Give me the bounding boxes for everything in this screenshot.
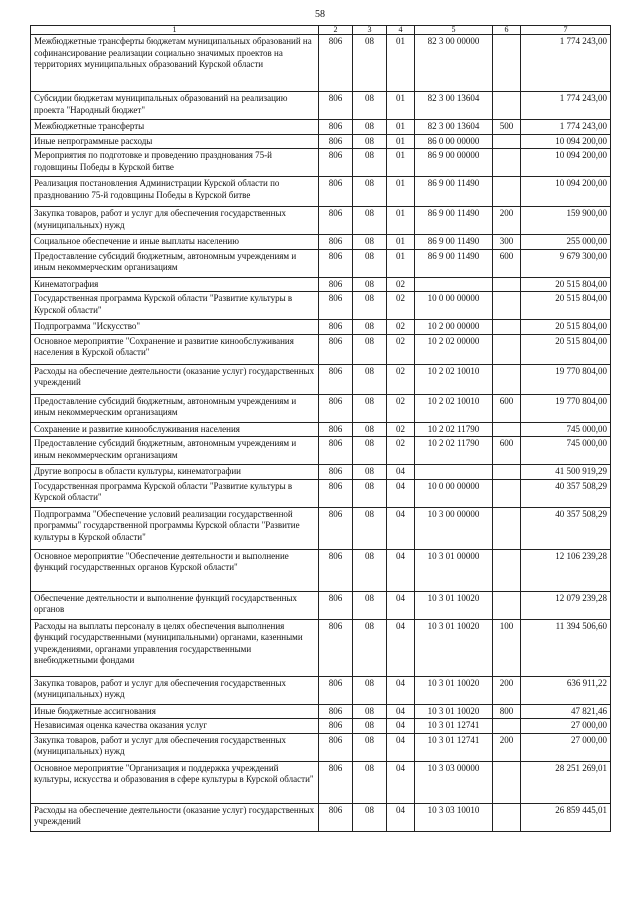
table-row	[31, 422, 611, 437]
target-article-cell: 10 3 01 10020	[415, 619, 493, 676]
subsection-code-cell: 02	[387, 292, 415, 320]
header-cell: 7	[521, 26, 611, 35]
section-code-cell: 08	[353, 704, 387, 719]
amount-cell: 41 500 919,29	[521, 465, 611, 480]
expense-name-cell: Субсидии бюджетам муниципальных образований на реализацию проекта "Народный бюджет"	[31, 92, 319, 120]
table-row	[31, 134, 611, 149]
ministry-code-cell: 806	[319, 120, 353, 135]
expense-name-cell: Межбюджетные трансферты бюджетам муниципальных образований на софинансирование реализации социально значимых проектов на территориях муниципальных образований Курской области	[31, 35, 319, 92]
amount-cell: 20 515 804,00	[521, 320, 611, 335]
subsection-code-cell: 01	[387, 235, 415, 250]
section-code-cell: 08	[353, 334, 387, 364]
amount-cell: 745 000,00	[521, 437, 611, 465]
amount-cell: 255 000,00	[521, 235, 611, 250]
expense-type-cell	[493, 35, 521, 92]
expense-name-cell: Расходы на обеспечение деятельности (оказание услуг) государственных учреждений	[31, 364, 319, 394]
page-number: 58	[315, 9, 325, 20]
table-row	[31, 761, 611, 803]
table-row	[31, 207, 611, 235]
ministry-code-cell: 806	[319, 704, 353, 719]
expense-type-cell	[493, 292, 521, 320]
expense-type-cell	[493, 761, 521, 803]
subsection-code-cell: 02	[387, 277, 415, 292]
amount-cell: 159 900,00	[521, 207, 611, 235]
ministry-code-cell: 806	[319, 320, 353, 335]
header-cell: 2	[319, 26, 353, 35]
amount-cell: 636 911,22	[521, 676, 611, 704]
ministry-code-cell: 806	[319, 134, 353, 149]
target-article-cell: 86 9 00 00000	[415, 149, 493, 177]
target-article-cell: 10 2 02 10010	[415, 364, 493, 394]
target-article-cell: 10 0 00 00000	[415, 292, 493, 320]
ministry-code-cell: 806	[319, 803, 353, 831]
expense-type-cell: 800	[493, 704, 521, 719]
amount-cell: 10 094 200,00	[521, 134, 611, 149]
expense-name-cell: Основное мероприятие "Сохранение и развитие кинообслуживания населения в Курской области"	[31, 334, 319, 364]
target-article-cell: 10 3 00 00000	[415, 507, 493, 549]
target-article-cell	[415, 465, 493, 480]
subsection-code-cell: 04	[387, 619, 415, 676]
amount-cell: 1 774 243,00	[521, 92, 611, 120]
section-code-cell: 08	[353, 422, 387, 437]
expense-type-cell: 500	[493, 120, 521, 135]
table-row	[31, 320, 611, 335]
target-article-cell: 10 3 01 12741	[415, 733, 493, 761]
ministry-code-cell: 806	[319, 364, 353, 394]
expense-name-cell: Иные бюджетные ассигнования	[31, 704, 319, 719]
amount-cell: 1 774 243,00	[521, 120, 611, 135]
section-code-cell: 08	[353, 149, 387, 177]
subsection-code-cell: 02	[387, 364, 415, 394]
ministry-code-cell: 806	[319, 149, 353, 177]
expense-type-cell	[493, 549, 521, 591]
expense-type-cell	[493, 507, 521, 549]
target-article-cell: 86 9 00 11490	[415, 249, 493, 277]
table-row	[31, 120, 611, 135]
header-cell: 3	[353, 26, 387, 35]
subsection-code-cell: 04	[387, 803, 415, 831]
target-article-cell: 10 2 00 00000	[415, 320, 493, 335]
amount-cell: 9 679 300,00	[521, 249, 611, 277]
section-code-cell: 08	[353, 134, 387, 149]
expense-name-cell: Иные непрограммные расходы	[31, 134, 319, 149]
amount-cell: 20 515 804,00	[521, 277, 611, 292]
subsection-code-cell: 01	[387, 207, 415, 235]
ministry-code-cell: 806	[319, 177, 353, 207]
table-row	[31, 292, 611, 320]
section-code-cell: 08	[353, 719, 387, 734]
ministry-code-cell: 806	[319, 761, 353, 803]
table-row	[31, 249, 611, 277]
expense-name-cell: Сохранение и развитие кинообслуживания населения	[31, 422, 319, 437]
expense-name-cell: Предоставление субсидий бюджетным, автономным учреждениям и иным некоммерческим организациям	[31, 437, 319, 465]
ministry-code-cell: 806	[319, 394, 353, 422]
section-code-cell: 08	[353, 364, 387, 394]
target-article-cell: 10 2 02 11790	[415, 422, 493, 437]
target-article-cell: 86 9 00 11490	[415, 177, 493, 207]
amount-cell: 27 000,00	[521, 733, 611, 761]
ministry-code-cell: 806	[319, 422, 353, 437]
expense-name-cell: Подпрограмма "Искусство"	[31, 320, 319, 335]
expense-type-cell: 600	[493, 437, 521, 465]
table-row	[31, 35, 611, 92]
expense-type-cell	[493, 92, 521, 120]
target-article-cell: 82 3 00 13604	[415, 92, 493, 120]
table-row	[31, 334, 611, 364]
amount-cell: 745 000,00	[521, 422, 611, 437]
subsection-code-cell: 04	[387, 676, 415, 704]
target-article-cell: 10 3 03 00000	[415, 761, 493, 803]
expense-name-cell: Реализация постановления Администрации Курской области по празднованию 75-й годовщины Победы в Курской битве	[31, 177, 319, 207]
amount-cell: 20 515 804,00	[521, 292, 611, 320]
subsection-code-cell: 04	[387, 479, 415, 507]
section-code-cell: 08	[353, 591, 387, 619]
target-article-cell: 10 3 01 12741	[415, 719, 493, 734]
ministry-code-cell: 806	[319, 719, 353, 734]
section-code-cell: 08	[353, 292, 387, 320]
amount-cell: 27 000,00	[521, 719, 611, 734]
expense-type-cell	[493, 479, 521, 507]
table-row	[31, 676, 611, 704]
section-code-cell: 08	[353, 437, 387, 465]
ministry-code-cell: 806	[319, 292, 353, 320]
target-article-cell: 86 9 00 11490	[415, 235, 493, 250]
subsection-code-cell: 04	[387, 733, 415, 761]
amount-cell: 40 357 508,29	[521, 479, 611, 507]
section-code-cell: 08	[353, 249, 387, 277]
table-row	[31, 591, 611, 619]
header-cell: 5	[415, 26, 493, 35]
section-code-cell: 08	[353, 320, 387, 335]
table-row	[31, 549, 611, 591]
amount-cell: 12 106 239,28	[521, 549, 611, 591]
subsection-code-cell: 04	[387, 507, 415, 549]
amount-cell: 10 094 200,00	[521, 149, 611, 177]
subsection-code-cell: 04	[387, 761, 415, 803]
expense-type-cell	[493, 177, 521, 207]
subsection-code-cell: 02	[387, 320, 415, 335]
target-article-cell: 82 3 00 13604	[415, 120, 493, 135]
table-row	[31, 465, 611, 480]
header-cell: 1	[31, 26, 319, 35]
section-code-cell: 08	[353, 207, 387, 235]
table-row	[31, 92, 611, 120]
section-code-cell: 08	[353, 92, 387, 120]
expense-name-cell: Обеспечение деятельности и выполнение функций государственных органов	[31, 591, 319, 619]
header-cell: 4	[387, 26, 415, 35]
expense-name-cell: Государственная программа Курской области "Развитие культуры в Курской области"	[31, 479, 319, 507]
header-row	[31, 26, 611, 35]
section-code-cell: 08	[353, 177, 387, 207]
amount-cell: 12 079 239,28	[521, 591, 611, 619]
ministry-code-cell: 806	[319, 207, 353, 235]
expense-name-cell: Расходы на выплаты персоналу в целях обеспечения выполнения функций государственными (муниципальными) органами, казенными учреждениями, органами управления государственными внебюджетными фондами	[31, 619, 319, 676]
target-article-cell: 10 2 02 10010	[415, 394, 493, 422]
subsection-code-cell: 01	[387, 177, 415, 207]
amount-cell: 1 774 243,00	[521, 35, 611, 92]
expense-name-cell: Межбюджетные трансферты	[31, 120, 319, 135]
table-row	[31, 437, 611, 465]
target-article-cell: 10 3 01 10020	[415, 591, 493, 619]
table-row	[31, 235, 611, 250]
expense-type-cell: 200	[493, 676, 521, 704]
expense-type-cell	[493, 465, 521, 480]
expense-type-cell	[493, 334, 521, 364]
expense-name-cell: Основное мероприятие "Обеспечение деятельности и выполнение функций государственных органов Курской области"	[31, 549, 319, 591]
section-code-cell: 08	[353, 394, 387, 422]
ministry-code-cell: 806	[319, 92, 353, 120]
expense-name-cell: Социальное обеспечение и иные выплаты населению	[31, 235, 319, 250]
expense-type-cell	[493, 320, 521, 335]
expense-type-cell: 600	[493, 249, 521, 277]
table-row	[31, 364, 611, 394]
target-article-cell: 86 0 00 00000	[415, 134, 493, 149]
section-code-cell: 08	[353, 479, 387, 507]
amount-cell: 40 357 508,29	[521, 507, 611, 549]
ministry-code-cell: 806	[319, 35, 353, 92]
target-article-cell: 82 3 00 00000	[415, 35, 493, 92]
amount-cell: 19 770 804,00	[521, 364, 611, 394]
expense-type-cell: 100	[493, 619, 521, 676]
expense-type-cell	[493, 591, 521, 619]
amount-cell: 11 394 506,60	[521, 619, 611, 676]
expense-type-cell	[493, 149, 521, 177]
amount-cell: 10 094 200,00	[521, 177, 611, 207]
target-article-cell: 10 2 02 11790	[415, 437, 493, 465]
ministry-code-cell: 806	[319, 549, 353, 591]
subsection-code-cell: 01	[387, 120, 415, 135]
expense-name-cell: Подпрограмма "Обеспечение условий реализации государственной программы" государственной программы Курской области "Развитие культуры в Курской области"	[31, 507, 319, 549]
expense-type-cell: 600	[493, 394, 521, 422]
section-code-cell: 08	[353, 235, 387, 250]
expense-name-cell: Предоставление субсидий бюджетным, автономным учреждениям и иным некоммерческим организациям	[31, 394, 319, 422]
target-article-cell	[415, 277, 493, 292]
expense-name-cell: Независимая оценка качества оказания услуг	[31, 719, 319, 734]
ministry-code-cell: 806	[319, 676, 353, 704]
ministry-code-cell: 806	[319, 334, 353, 364]
section-code-cell: 08	[353, 35, 387, 92]
ministry-code-cell: 806	[319, 733, 353, 761]
table-row	[31, 394, 611, 422]
ministry-code-cell: 806	[319, 249, 353, 277]
target-article-cell: 10 3 01 10020	[415, 676, 493, 704]
ministry-code-cell: 806	[319, 591, 353, 619]
amount-cell: 47 821,46	[521, 704, 611, 719]
table-body	[31, 35, 611, 832]
expense-type-cell: 200	[493, 733, 521, 761]
target-article-cell: 10 2 02 00000	[415, 334, 493, 364]
table-row	[31, 149, 611, 177]
subsection-code-cell: 02	[387, 422, 415, 437]
expense-name-cell: Основное мероприятие "Организация и поддержка учреждений культуры, искусства и образования в сфере культуры в Курской области"	[31, 761, 319, 803]
subsection-code-cell: 01	[387, 149, 415, 177]
section-code-cell: 08	[353, 277, 387, 292]
table-row	[31, 507, 611, 549]
subsection-code-cell: 02	[387, 437, 415, 465]
amount-cell: 28 251 269,01	[521, 761, 611, 803]
ministry-code-cell: 806	[319, 507, 353, 549]
table-row	[31, 277, 611, 292]
section-code-cell: 08	[353, 465, 387, 480]
expense-name-cell: Закупка товаров, работ и услуг для обеспечения государственных (муниципальных) нужд	[31, 676, 319, 704]
ministry-code-cell: 806	[319, 465, 353, 480]
target-article-cell: 10 3 01 10020	[415, 704, 493, 719]
budget-table	[30, 25, 611, 832]
table-row	[31, 704, 611, 719]
section-code-cell: 08	[353, 549, 387, 591]
expense-type-cell	[493, 277, 521, 292]
expense-name-cell: Закупка товаров, работ и услуг для обеспечения государственных (муниципальных) нужд	[31, 207, 319, 235]
subsection-code-cell: 04	[387, 704, 415, 719]
section-code-cell: 08	[353, 676, 387, 704]
expense-type-cell: 300	[493, 235, 521, 250]
amount-cell: 20 515 804,00	[521, 334, 611, 364]
amount-cell: 19 770 804,00	[521, 394, 611, 422]
subsection-code-cell: 01	[387, 134, 415, 149]
subsection-code-cell: 01	[387, 249, 415, 277]
subsection-code-cell: 01	[387, 35, 415, 92]
subsection-code-cell: 02	[387, 334, 415, 364]
table-row	[31, 177, 611, 207]
expense-name-cell: Другие вопросы в области культуры, кинематографии	[31, 465, 319, 480]
amount-cell: 26 859 445,01	[521, 803, 611, 831]
target-article-cell: 10 3 01 00000	[415, 549, 493, 591]
subsection-code-cell: 04	[387, 591, 415, 619]
table-row	[31, 479, 611, 507]
subsection-code-cell: 04	[387, 465, 415, 480]
ministry-code-cell: 806	[319, 619, 353, 676]
ministry-code-cell: 806	[319, 235, 353, 250]
expense-type-cell	[493, 719, 521, 734]
target-article-cell: 10 3 03 10010	[415, 803, 493, 831]
expense-type-cell	[493, 803, 521, 831]
section-code-cell: 08	[353, 761, 387, 803]
expense-name-cell: Кинематография	[31, 277, 319, 292]
expense-name-cell: Мероприятия по подготовке и проведению празднования 75-й годовщины Победы в Курской битве	[31, 149, 319, 177]
target-article-cell: 10 0 00 00000	[415, 479, 493, 507]
target-article-cell: 86 9 00 11490	[415, 207, 493, 235]
table-row	[31, 733, 611, 761]
table-row	[31, 719, 611, 734]
expense-name-cell: Расходы на обеспечение деятельности (оказание услуг) государственных учреждений	[31, 803, 319, 831]
subsection-code-cell: 04	[387, 719, 415, 734]
table-row	[31, 619, 611, 676]
expense-type-cell: 200	[493, 207, 521, 235]
expense-type-cell	[493, 134, 521, 149]
section-code-cell: 08	[353, 803, 387, 831]
expense-name-cell: Закупка товаров, работ и услуг для обеспечения государственных (муниципальных) нужд	[31, 733, 319, 761]
header-cell: 6	[493, 26, 521, 35]
section-code-cell: 08	[353, 733, 387, 761]
subsection-code-cell: 01	[387, 92, 415, 120]
expense-type-cell	[493, 422, 521, 437]
section-code-cell: 08	[353, 120, 387, 135]
ministry-code-cell: 806	[319, 277, 353, 292]
section-code-cell: 08	[353, 619, 387, 676]
expense-type-cell	[493, 364, 521, 394]
ministry-code-cell: 806	[319, 479, 353, 507]
table-row	[31, 803, 611, 831]
ministry-code-cell: 806	[319, 437, 353, 465]
section-code-cell: 08	[353, 507, 387, 549]
expense-name-cell: Государственная программа Курской области "Развитие культуры в Курской области"	[31, 292, 319, 320]
expense-name-cell: Предоставление субсидий бюджетным, автономным учреждениям и иным некоммерческим организациям	[31, 249, 319, 277]
subsection-code-cell: 02	[387, 394, 415, 422]
subsection-code-cell: 04	[387, 549, 415, 591]
